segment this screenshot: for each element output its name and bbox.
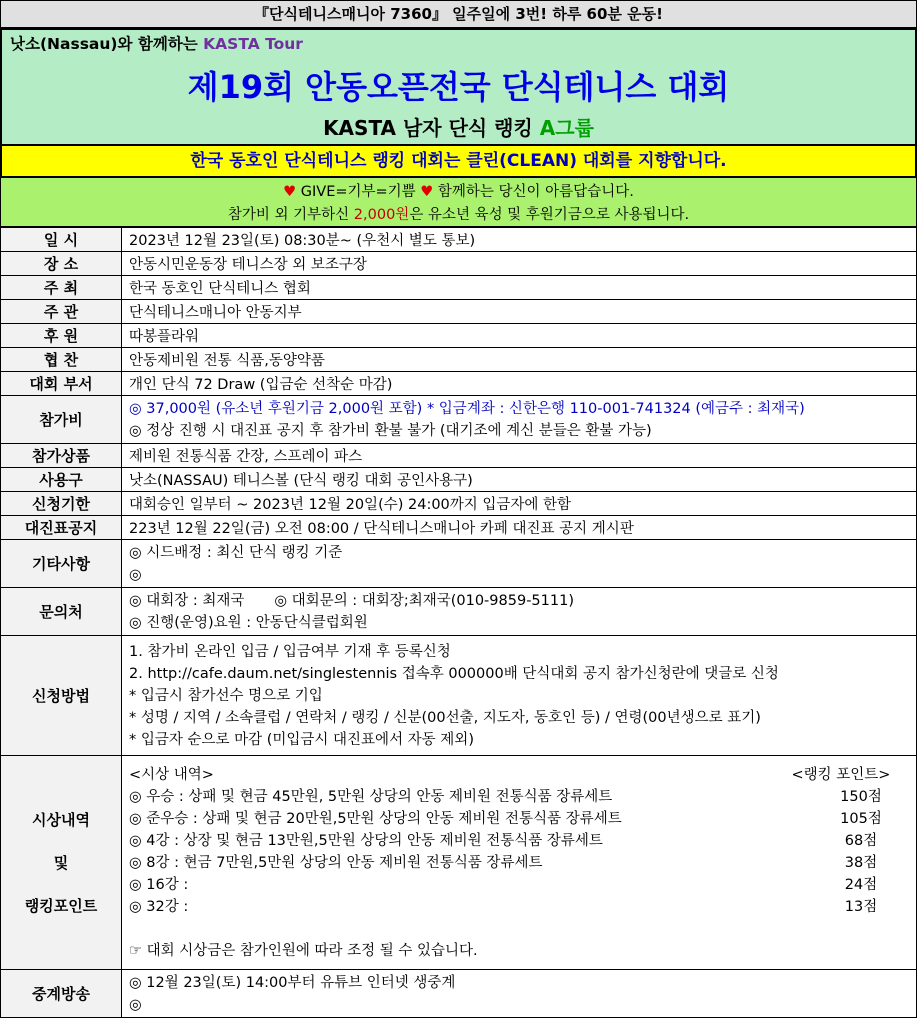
award-item bbox=[129, 896, 916, 918]
award-item bbox=[129, 874, 916, 896]
awards-label-line-2: 및 bbox=[53, 854, 69, 872]
award-points: 24점 bbox=[844, 876, 878, 893]
awards-label-line-1: 시상내역 bbox=[32, 811, 90, 829]
info-table bbox=[0, 227, 917, 1018]
table-row bbox=[1, 444, 917, 468]
table-row bbox=[1, 324, 917, 348]
table-row bbox=[1, 970, 917, 1018]
host-label: 주 최 bbox=[1, 276, 122, 300]
division-label: 대회 부서 bbox=[1, 372, 122, 396]
award-item bbox=[129, 808, 916, 830]
etc-cell bbox=[122, 540, 917, 588]
table-row bbox=[1, 348, 917, 372]
sponsor-value: 따봉플라워 bbox=[122, 324, 917, 348]
subtitle-accent: KASTA Tour bbox=[203, 35, 303, 53]
award-item bbox=[129, 830, 916, 852]
contact-chair: ◎ 대회장 : 최재국 bbox=[129, 592, 245, 609]
deadline-label: 신청기한 bbox=[1, 492, 122, 516]
support-value: 안동제비원 전통 식품,동양약품 bbox=[122, 348, 917, 372]
etc-label: 기타사항 bbox=[1, 540, 122, 588]
award-points: 150점 bbox=[840, 788, 882, 805]
contact-inquiry: ◎ 대회문의 : 대회장;최재국(010-9859-5111) bbox=[274, 592, 574, 609]
table-row bbox=[1, 252, 917, 276]
table-row bbox=[1, 300, 917, 324]
award-text: ◎ 16강 : bbox=[129, 876, 189, 893]
award-text: ◎ 8강 : 현금 7만원,5만원 상당의 안동 제비원 전통식품 장류세트 bbox=[129, 854, 543, 871]
donation-line1-suffix: 함께하는 당신이 아름답습니다. bbox=[437, 184, 634, 200]
table-row bbox=[1, 636, 917, 756]
division-value: 개인 단식 72 Draw (입금순 선착순 마감) bbox=[122, 372, 917, 396]
fee-line-1: ◎ 37,000원 (유소년 후원기금 2,000원 포함) * 입금계좌 : 신한은행 110-001-741324 (예금주 : 최재국) bbox=[129, 400, 805, 417]
heart-icon: ♥ bbox=[283, 184, 297, 200]
heart-icon: ♥ bbox=[420, 184, 434, 200]
award-text: ◎ 우승 : 상패 및 현금 45만원, 5만원 상당의 안동 제비원 전통식품 장류세트 bbox=[129, 788, 613, 805]
contact-line-2: ◎ 진행(운영)요원 : 안동단식클럽회원 bbox=[129, 614, 368, 631]
sponsor-label: 후 원 bbox=[1, 324, 122, 348]
draw-label: 대진표공지 bbox=[1, 516, 122, 540]
awards-label-line-3: 랭킹포인트 bbox=[24, 897, 98, 915]
donation-give: GIVE=기부=기쁨 bbox=[300, 184, 416, 200]
broadcast-label: 중계방송 bbox=[1, 970, 122, 1018]
award-item bbox=[129, 852, 916, 874]
organizer-value: 단식테니스매니아 안동지부 bbox=[122, 300, 917, 324]
fee-label: 참가비 bbox=[1, 396, 122, 444]
awards-header-right: <랭킹 포인트> bbox=[791, 766, 891, 783]
award-text: ◎ 준우승 : 상패 및 현금 20만원,5만원 상당의 안동 제비원 전통식품 장류세트 bbox=[129, 810, 622, 827]
award-points: 68점 bbox=[844, 832, 878, 849]
awards-header bbox=[129, 764, 916, 786]
apply-line: 1. 참가비 온라인 입금 / 입금여부 기재 후 등록신청 bbox=[129, 643, 451, 660]
organizer-label: 주 관 bbox=[1, 300, 122, 324]
top-banner: 『단식테니스매니아 7360』 일주일에 3번! 하루 60분 운동! bbox=[0, 0, 917, 28]
donation-line-2 bbox=[1, 203, 916, 224]
table-row bbox=[1, 468, 917, 492]
support-label: 협 찬 bbox=[1, 348, 122, 372]
awards-spacer bbox=[129, 918, 916, 940]
page-title: 제19회 안동오픈전국 단식테니스 대회 bbox=[187, 68, 730, 106]
date-value: 2023년 12월 23일(토) 08:30분~ (우천시 별도 통보) bbox=[122, 228, 917, 252]
header-subtitle bbox=[10, 32, 303, 54]
awards-label bbox=[1, 756, 122, 970]
awards-note: ☞ 대회 시상금은 참가인원에 따라 조정 될 수 있습니다. bbox=[129, 942, 478, 959]
table-row bbox=[1, 372, 917, 396]
apply-line: * 성명 / 지역 / 소속클럽 / 연락처 / 랭킹 / 신분(00선출, 지도자, 동호인 등) / 연령(00년생으로 표기) bbox=[129, 709, 761, 726]
award-points: 38점 bbox=[844, 854, 878, 871]
table-row bbox=[1, 396, 917, 444]
ranking-group: A그룹 bbox=[539, 116, 594, 140]
awards-header-left: <시상 내역> bbox=[129, 766, 214, 783]
ball-label: 사용구 bbox=[1, 468, 122, 492]
award-item bbox=[129, 786, 916, 808]
draw-value: 223년 12월 22일(금) 오전 08:00 / 단식테니스매니아 카페 대진표 공지 게시판 bbox=[122, 516, 917, 540]
venue-value: 안동시민운동장 테니스장 외 보조구장 bbox=[122, 252, 917, 276]
host-value: 한국 동호인 단식테니스 협회 bbox=[122, 276, 917, 300]
donation-line2-prefix: 참가비 외 기부하신 bbox=[227, 207, 350, 223]
subtitle-prefix: 낫소(Nassau)와 함께하는 bbox=[10, 35, 198, 53]
table-row bbox=[1, 588, 917, 636]
broadcast-cell bbox=[122, 970, 917, 1018]
donation-amount: 2,000원 bbox=[353, 207, 410, 223]
contact-line-1 bbox=[129, 590, 916, 612]
gift-value: 제비원 전통식품 간장, 스프레이 파스 bbox=[122, 444, 917, 468]
deadline-value: 대회승인 일부터 ~ 2023년 12월 20일(수) 24:00까지 입금자에 한함 bbox=[122, 492, 917, 516]
ranking-subtitle bbox=[2, 112, 915, 141]
apply-line: * 입금자 순으로 마감 (미입금시 대진표에서 자동 제외) bbox=[129, 731, 474, 748]
clean-notice: 한국 동호인 단식테니스 랭킹 대회는 클린(CLEAN) 대회를 지향합니다. bbox=[0, 146, 917, 178]
contact-cell bbox=[122, 588, 917, 636]
award-points: 13점 bbox=[844, 898, 878, 915]
broadcast-line-1: ◎ 12월 23일(토) 14:00부터 유튜브 인터넷 생중계 bbox=[129, 974, 456, 991]
awards-cell bbox=[122, 756, 917, 970]
gift-label: 참가상품 bbox=[1, 444, 122, 468]
apply-line: * 입금시 참가선수 명으로 기입 bbox=[129, 687, 323, 704]
award-text: ◎ 4강 : 상장 및 현금 13만원,5만원 상당의 안동 제비원 전통식품 장류세트 bbox=[129, 832, 603, 849]
header bbox=[0, 28, 917, 146]
table-row bbox=[1, 516, 917, 540]
contact-label: 문의처 bbox=[1, 588, 122, 636]
etc-line-2: ◎ bbox=[129, 566, 142, 583]
table-row bbox=[1, 228, 917, 252]
table-row bbox=[1, 540, 917, 588]
apply-cell bbox=[122, 636, 917, 756]
ball-value: 낫소(NASSAU) 테니스볼 (단식 랭킹 대회 공인사용구) bbox=[122, 468, 917, 492]
donation-line2-suffix: 은 유소년 육성 및 후원기금으로 사용됩니다. bbox=[409, 207, 690, 223]
broadcast-line-2: ◎ bbox=[129, 996, 142, 1013]
ranking-prefix: KASTA 남자 단식 랭킹 bbox=[323, 116, 533, 140]
etc-line-1: ◎ 시드배정 : 최신 단식 랭킹 기준 bbox=[129, 544, 343, 561]
apply-label: 신청방법 bbox=[1, 636, 122, 756]
apply-line: 2. http://cafe.daum.net/singlestennis 접속후 000000배 단식대회 공지 참가신청란에 댓글로 신청 bbox=[129, 665, 779, 682]
donation-line-1 bbox=[1, 180, 916, 201]
date-label: 일 시 bbox=[1, 228, 122, 252]
fee-cell bbox=[122, 396, 917, 444]
donation-notice bbox=[0, 178, 917, 227]
table-row bbox=[1, 756, 917, 970]
award-points: 105점 bbox=[840, 810, 882, 827]
table-row bbox=[1, 492, 917, 516]
table-row bbox=[1, 276, 917, 300]
fee-line-2: ◎ 정상 진행 시 대진표 공지 후 참가비 환불 불가 (대기조에 계신 분들은 환불 가능) bbox=[129, 422, 652, 439]
award-text: ◎ 32강 : bbox=[129, 898, 189, 915]
venue-label: 장 소 bbox=[1, 252, 122, 276]
